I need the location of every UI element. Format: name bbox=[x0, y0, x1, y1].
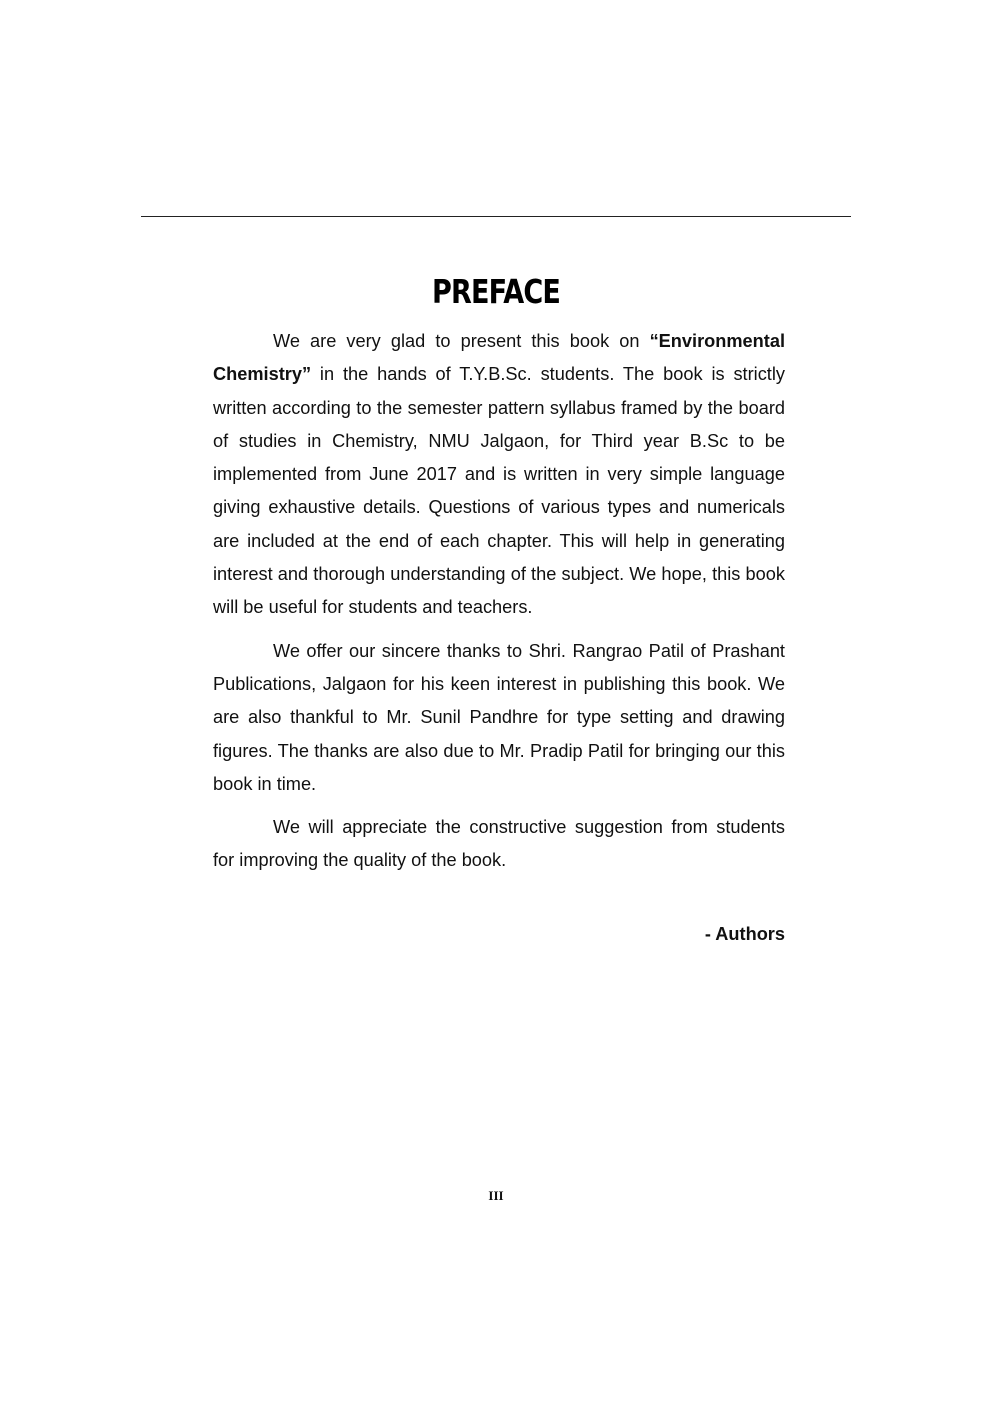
preface-body bbox=[213, 325, 785, 888]
paragraph-suggestions: We will appreciate the constructive suggestion from students for improving the quality of the book. bbox=[213, 817, 785, 871]
signature: - Authors bbox=[704, 924, 785, 944]
paragraph-intro-lead: We are very glad to present this book on bbox=[273, 331, 650, 351]
paragraph-intro-rest: in the hands of T.Y.B.Sc. students. The book is strictly written according to the semester pattern syllabus framed by the board of studies in Chemistry, NMU Jalgaon, for Third year B.Sc to be implemented from June 2017 and is written in very simple language giving exhaustive details. Questions of various types and numericals are included at the end of each chapter. This will help in generating interest and thorough understanding of the subject. We hope, this book will be useful for students and teachers. bbox=[213, 364, 785, 618]
page-number: III bbox=[488, 1188, 504, 1203]
paragraph-thanks: We offer our sincere thanks to Shri. Rangrao Patil of Prashant Publications, Jalgaon for his keen interest in publishing this book. We are also thankful to Mr. Sunil Pandhre for type setting and drawing figures. The thanks are also due to Mr. Pradip Patil for bringing our this book in time. bbox=[213, 640, 785, 794]
top-rule bbox=[141, 216, 851, 217]
book-title-emphasis: “Environmental Chemistry” bbox=[213, 331, 785, 385]
page-title: PREFACE bbox=[431, 272, 561, 312]
paragraph-intro bbox=[213, 325, 785, 625]
